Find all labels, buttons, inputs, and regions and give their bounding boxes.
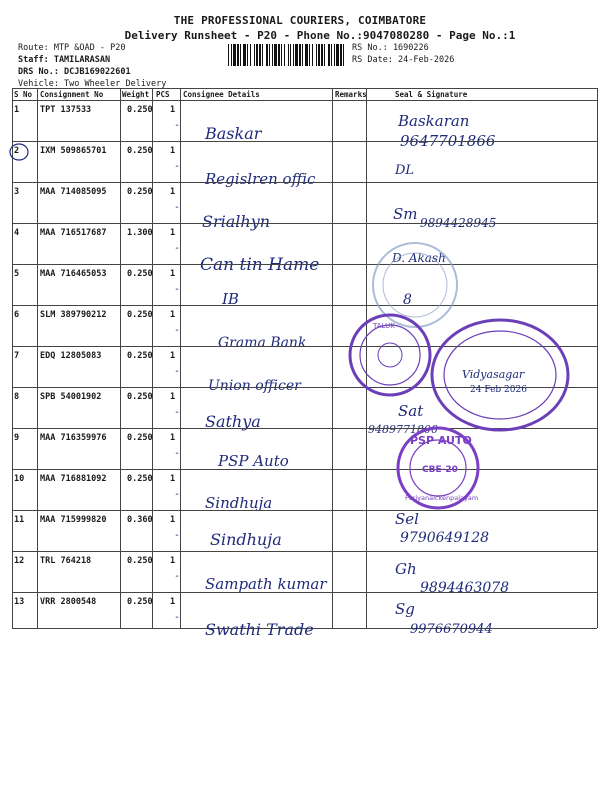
- row-weight: 0.250: [127, 351, 153, 361]
- runsheet-meta-right: [352, 42, 454, 66]
- row-consignment-no: TRL 764218: [40, 556, 92, 566]
- row-pcs: 1: [170, 269, 176, 279]
- row-sno: 6: [14, 310, 20, 320]
- row-signature-handwritten: Baskaran: [398, 112, 470, 130]
- barcode-bar: [284, 44, 285, 66]
- row-consignee-handwritten: Sathya: [205, 412, 261, 431]
- barcode-bar: [328, 44, 330, 66]
- barcode-bar: [262, 44, 263, 66]
- row-tick-mark: -: [174, 202, 181, 213]
- column-divider: [366, 88, 367, 628]
- row-weight: 0.250: [127, 556, 153, 566]
- officer-date: 24 Feb 2026: [470, 385, 527, 395]
- table-top-border: [12, 88, 597, 89]
- row-sno: 5: [14, 269, 20, 279]
- staff-label: Staff: TAMILARASAN: [18, 55, 111, 65]
- row-signature-handwritten: D. Akash: [392, 251, 446, 265]
- row-pcs: 1: [170, 105, 176, 115]
- row-consignment-no: TPT 137533: [40, 105, 92, 115]
- row-consignment-no: MAA 716359976: [40, 433, 107, 443]
- row-divider: [12, 182, 597, 183]
- row-consignee-handwritten: Swathi Trade: [205, 620, 314, 639]
- row-pcs: 1: [170, 515, 176, 525]
- row-sno: 2: [14, 146, 20, 156]
- row-consignee-handwritten: Sampath kumar: [205, 575, 327, 593]
- row-consignment-no: MAA 716517687: [40, 228, 107, 238]
- row-weight: 0.250: [127, 187, 153, 197]
- row-consignment-no: VRR 2800548: [40, 597, 97, 607]
- column-divider: [120, 88, 121, 628]
- row-pcs: 1: [170, 597, 176, 607]
- barcode-bar: [281, 44, 282, 66]
- row-phone-handwritten: 9647701866: [400, 132, 496, 150]
- row-pcs: 1: [170, 351, 176, 361]
- barcode-bar: [266, 44, 268, 66]
- barcode-bar: [316, 44, 317, 66]
- row-consignment-no: MAA 716881092: [40, 474, 107, 484]
- col-header-pcs: PCS: [156, 90, 170, 99]
- row-consignment-no: IXM 509865701: [40, 146, 107, 156]
- col-header-consignment: Consignment No: [40, 90, 104, 99]
- row-weight: 0.250: [127, 392, 153, 402]
- row-tick-mark: -: [174, 243, 181, 254]
- row-pcs: 1: [170, 146, 176, 156]
- row-pcs: 1: [170, 556, 176, 566]
- row-tick-mark: -: [174, 489, 181, 500]
- col-header-consignee: Consignee Details: [183, 90, 260, 99]
- row-divider: [12, 305, 597, 306]
- barcode-bar: [318, 44, 320, 66]
- row-signature-handwritten: Sg: [395, 600, 415, 618]
- column-divider: [597, 88, 598, 628]
- row-consignment-no: MAA 714085095: [40, 187, 107, 197]
- row-tick-mark: -: [174, 530, 181, 541]
- row-pcs: 1: [170, 474, 176, 484]
- row-tick-mark: -: [174, 161, 181, 172]
- runsheet-title: Delivery Runsheet - P20 - Phone No.:9047080280 - Page No.:1: [124, 29, 516, 42]
- barcode-bar: [331, 44, 332, 66]
- rs-number: RS No.: 1690226: [352, 43, 429, 53]
- row-sno: 8: [14, 392, 20, 402]
- row-sno: 4: [14, 228, 20, 238]
- row-pcs: 1: [170, 187, 176, 197]
- barcode-bar: [228, 44, 229, 66]
- col-header-weight: Weight: [122, 90, 150, 99]
- barcode-bar: [237, 44, 239, 66]
- barcode-bar: [256, 44, 258, 66]
- column-divider: [37, 88, 38, 628]
- barcode-bar: [312, 44, 313, 66]
- barcode-bar: [269, 44, 270, 66]
- barcode-bar: [233, 44, 236, 66]
- row-consignee-handwritten: PSP Auto: [218, 452, 289, 470]
- taluk-seal: [350, 315, 430, 395]
- row-sno: 13: [14, 597, 25, 607]
- barcode-bar: [259, 44, 261, 66]
- row-consignee-handwritten: Can tin Hame: [200, 255, 320, 275]
- row-weight: 0.360: [127, 515, 153, 525]
- row-sno: 11: [14, 515, 25, 525]
- barcode-bar: [250, 44, 251, 66]
- row-consignee-handwritten: Baskar: [205, 124, 262, 143]
- row-tick-mark: -: [174, 448, 181, 459]
- row-weight: 0.250: [127, 433, 153, 443]
- barcode-bar: [305, 44, 308, 66]
- row-weight: 0.250: [127, 597, 153, 607]
- row-phone-handwritten: 9894463078: [420, 580, 510, 596]
- row-consignment-no: SPB 54001902: [40, 392, 102, 402]
- row-signature-handwritten: Sm: [393, 205, 418, 223]
- row-sno: 12: [14, 556, 25, 566]
- barcode-bar: [309, 44, 310, 66]
- row-phone-handwritten: 9894428945: [420, 216, 497, 230]
- row-consignee-handwritten: Srialhyn: [202, 212, 271, 231]
- barcode-bar: [302, 44, 303, 66]
- row-tick-mark: -: [174, 366, 181, 377]
- row-phone-handwritten: 9976670944: [410, 622, 493, 637]
- barcode-bar: [299, 44, 301, 66]
- row-signature-handwritten: Gh: [395, 560, 417, 578]
- barcode-bar: [274, 44, 277, 66]
- psp-seal-top: PSP AUTO: [410, 434, 472, 447]
- row-divider: [12, 346, 597, 347]
- row-sno: 7: [14, 351, 20, 361]
- barcode-bar: [278, 44, 280, 66]
- row-divider: [12, 223, 597, 224]
- row-divider: [12, 469, 597, 470]
- taluk-seal-text: TALUK: [373, 322, 395, 330]
- row-sno: 3: [14, 187, 20, 197]
- row-tick-mark: -: [174, 120, 181, 131]
- row-signature-handwritten: DL: [395, 163, 415, 178]
- runsheet-meta-left: [18, 42, 166, 90]
- row-pcs: 1: [170, 228, 176, 238]
- psp-seal-bottom: Periyanaickenpalayam: [405, 494, 479, 502]
- barcode-bar: [321, 44, 323, 66]
- row-divider: [12, 387, 597, 388]
- row-sno: 10: [14, 474, 25, 484]
- rs-date: RS Date: 24-Feb-2026: [352, 55, 455, 65]
- row-tick-mark: -: [174, 571, 181, 582]
- column-divider: [180, 88, 181, 628]
- row-divider: [12, 551, 597, 552]
- barcode-bar: [240, 44, 241, 66]
- row-tick-mark: -: [174, 325, 181, 336]
- row-divider: [12, 428, 597, 429]
- row-consignment-no: MAA 715999820: [40, 515, 107, 525]
- company-name: THE PROFESSIONAL COURIERS, COIMBATORE: [173, 14, 427, 27]
- barcode-bar: [324, 44, 325, 66]
- row-sno: 1: [14, 105, 20, 115]
- officer-signature: Vidyasagar: [462, 368, 525, 381]
- barcode-bar: [343, 44, 344, 66]
- column-divider: [332, 88, 333, 628]
- row-divider: [12, 592, 597, 593]
- barcode-bar: [243, 44, 246, 66]
- row-weight: 0.250: [127, 146, 153, 156]
- row-signature-handwritten: 8: [403, 292, 412, 308]
- row-consignment-no: SLM 389790212: [40, 310, 107, 320]
- column-divider: [12, 88, 13, 628]
- barcode-bar: [293, 44, 294, 66]
- row-consignee-handwritten: Union officer: [208, 378, 301, 394]
- row-consignee-handwritten: Grama Bank: [218, 335, 307, 351]
- drs-label: DRS No.: DCJB169022601: [18, 67, 131, 77]
- psp-auto-seal: [398, 428, 478, 508]
- row-consignee-handwritten: Regislren offic: [205, 170, 316, 188]
- barcode-bar: [254, 44, 255, 66]
- row-tick-mark: -: [174, 407, 181, 418]
- row-sno: 9: [14, 433, 20, 443]
- row-pcs: 1: [170, 392, 176, 402]
- row-weight: 0.250: [127, 269, 153, 279]
- row-weight: 0.250: [127, 310, 153, 320]
- row-weight: 0.250: [127, 105, 153, 115]
- barcode-bar: [336, 44, 339, 66]
- table-header-border: [12, 100, 597, 101]
- row-signature-handwritten: Sat: [398, 402, 424, 420]
- row-signature-handwritten: Sel: [395, 510, 419, 528]
- col-header-signature: Seal & Signature: [395, 90, 468, 99]
- row-weight: 1.300: [127, 228, 153, 238]
- vehicle-label: Vehicle: Two Wheeler Delivery: [18, 79, 167, 89]
- col-header-remarks: Remarks: [335, 90, 367, 99]
- row-phone-handwritten: 9489771800: [368, 423, 438, 436]
- barcode-bar: [290, 44, 291, 66]
- page-header: [0, 14, 600, 42]
- barcode-bar: [272, 44, 273, 66]
- row-divider: [12, 141, 597, 142]
- row-consignment-no: EDQ 12805083: [40, 351, 102, 361]
- row-tick-mark: -: [174, 612, 181, 623]
- barcode-bar: [288, 44, 289, 66]
- row-consignment-no: MAA 716465053: [40, 269, 107, 279]
- barcode-bar: [295, 44, 298, 66]
- row-pcs: 1: [170, 433, 176, 443]
- row-pcs: 1: [170, 310, 176, 320]
- barcode-bar: [334, 44, 335, 66]
- row-consignee-handwritten: IB: [222, 290, 239, 308]
- barcode: [228, 44, 346, 66]
- row-tick-mark: -: [174, 284, 181, 295]
- row-divider: [12, 264, 597, 265]
- row-divider: [12, 510, 597, 511]
- row-weight: 0.250: [127, 474, 153, 484]
- barcode-bar: [231, 44, 232, 66]
- col-header-sno: S No: [14, 90, 33, 99]
- route-label: Route: MTP &OAD - P20: [18, 43, 126, 53]
- barcode-bar: [340, 44, 342, 66]
- row-consignee-handwritten: Sindhuja: [210, 530, 282, 549]
- row-phone-handwritten: 9790649128: [400, 530, 490, 546]
- barcode-bar: [247, 44, 248, 66]
- row-consignee-handwritten: Sindhuja: [205, 494, 273, 512]
- psp-seal-mid: CBE-20: [422, 465, 458, 475]
- officer-seal: [432, 320, 568, 430]
